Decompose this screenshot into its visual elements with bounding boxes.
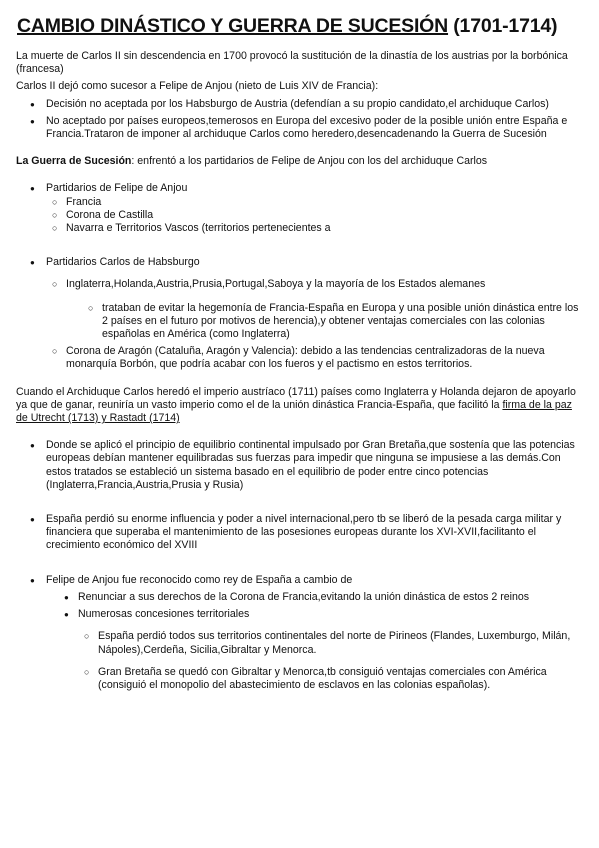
- intro-paragraph-1: La muerte de Carlos II sin descendencia en 1700 provocó la sustitución de la dinastía de los austrias por la borbónica (francesa): [16, 50, 568, 76]
- felipe-recognition-sublist: [58, 591, 582, 692]
- list-item: ● Decisión no aceptada por los Habsburgo de Austria (defendían a su propio candidato,el archiduque Carlos): [16, 98, 582, 111]
- paz-underlined: firma de la paz de Utrecht (1713) y Rastadt (1714): [16, 398, 572, 425]
- intro-paragraph-2: Carlos II dejó como sucesor a Felipe de Anjou (nieto de Luis XIV de Francia):: [16, 80, 379, 93]
- document-body: [16, 50, 582, 692]
- intro-bullet-list: [16, 98, 582, 142]
- list-item: ● No aceptado por países europeos,temerosos en Europa del excesivo poder de la posible unión entre España e Francia.Trataron de imponer al archiduque Carlos como heredero,desencadenando la Guerra de Sucesión: [16, 115, 582, 141]
- page-title: [17, 15, 557, 38]
- paz-paragraph: [16, 386, 582, 426]
- felipe-recognition: [16, 574, 582, 692]
- list-item: [46, 278, 582, 341]
- list-item: ● Renunciar a sus derechos de la Corona de Francia,evitando la unión dinástica de estos 2 reinos: [58, 591, 582, 604]
- title-dates: (1701-1714): [453, 15, 558, 37]
- paz-text: Cuando el Archiduque Carlos heredó el imperio austríaco (1711) países como Inglaterra y Holanda dejaron de apoyarlo ya que de ganar, reuniría un vasto imperio como el de la unión dinástica Francia-España, que facilitó la: [16, 385, 576, 411]
- concessions-sublist: [78, 630, 582, 692]
- paz-list: [16, 439, 582, 692]
- title-main: CAMBIO DINÁSTICO Y GUERRA DE SUCESIÓN: [17, 15, 449, 37]
- carlos-partisans: [16, 256, 582, 371]
- list-item: ○ Corona de Aragón (Cataluña, Aragón y Valencia): debido a las tendencias centralizadoras de la nueva monarquía Borbón, que podría acabar con los fueros y el pactismo en estos territorios.: [46, 345, 582, 371]
- guerra-bold: La Guerra de Sucesión: [16, 155, 132, 168]
- list-item: ○ Navarra e Territorios Vascos (territorios pertenecientes a: [46, 222, 582, 235]
- carlos-item-1-sublist: [66, 302, 582, 342]
- guerra-heading: [16, 155, 582, 168]
- felipe-recognition-label: Felipe de Anjou fue reconocido como rey de España a cambio de: [46, 573, 353, 586]
- list-item: ○ Gran Bretaña se quedó con Gibraltar y Menorca,tb consiguió ventajas comerciales con América (consiguió el monopolio del abastecimiento de esclavos en las colonias españolas).: [78, 666, 582, 692]
- list-item: ○ trataban de evitar la hegemonía de Francia-España en Europa y una posible unión dinástica entre los 2 países en el futuro por motivos de herencia),y obtener ventajas comerciales con las colonias españolas en América (como Inglaterra): [82, 302, 582, 342]
- list-item: ○ España perdió todos sus territorios continentales del norte de Pirineos (Flandes, Luxemburgo, Milán, Nápoles),Cerdeña, Sicilia,Gibraltar y Menorca.: [78, 630, 582, 656]
- list-item: ○ Francia: [46, 196, 582, 209]
- carlos-label: Partidarios Carlos de Habsburgo: [46, 256, 200, 269]
- felipe-label: Partidarios de Felipe de Anjou: [46, 182, 188, 195]
- felipe-sublist: [46, 196, 582, 236]
- concessions-item: [58, 608, 582, 692]
- carlos-item-1: Inglaterra,Holanda,Austria,Prusia,Portugal,Saboya y la mayoría de los Estados alemanes: [66, 278, 486, 291]
- carlos-sublist: [46, 278, 582, 371]
- list-item: ● España perdió su enorme influencia y poder a nivel internacional,pero tb se liberó de la pesada carga militar y financiera que superaba el mantenimiento de las posesiones europeas durante los XVI-XVII,facilitanto el crecimiento económico del XVIII: [16, 513, 582, 553]
- guerra-list: [16, 182, 582, 371]
- felipe-partisans: [16, 182, 582, 235]
- guerra-rest: : enfrentó a los partidarios de Felipe de Anjou con los del archiduque Carlos: [131, 155, 488, 168]
- list-item: ○ Corona de Castilla: [46, 209, 582, 222]
- list-item: ● Donde se aplicó el principio de equilibrio continental impulsado por Gran Bretaña,que sostenía que las potencias europeas debían mantener equilibradas sus fuerzas para impedir que ninguna se impusiese a las demás.Con estos tratados se estableció un sistema basado en el equilibrio de poder entre cinco potencias (Inglaterra,Francia,Austria,Prusia y Rusia): [16, 439, 582, 492]
- concessions-label: Numerosas concesiones territoriales: [78, 608, 250, 621]
